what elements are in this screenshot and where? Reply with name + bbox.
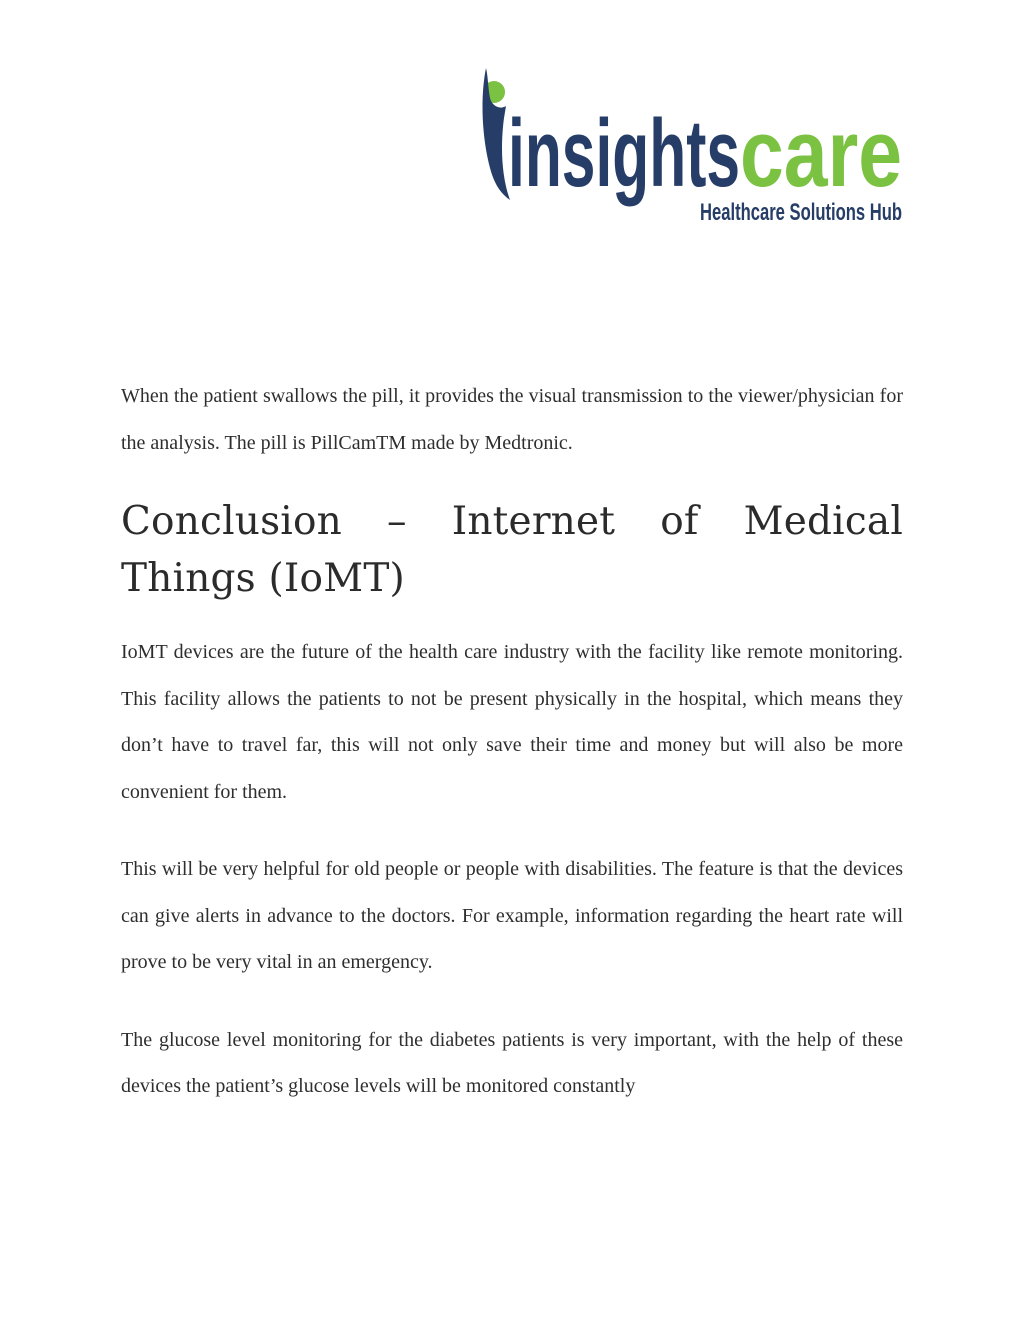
logo-text-care: care (740, 100, 902, 207)
insightscare-logo (478, 58, 908, 228)
section-heading: Conclusion – Internet of Medical Things (IoMT) (121, 499, 903, 601)
article-body (121, 373, 903, 1110)
intro-paragraph: When the patient swallows the pill, it provides the visual transmission to the viewer/physician for the analysis. The pill is PillCamTM made by Medtronic. (121, 385, 903, 454)
logo-graphic (478, 58, 908, 228)
paragraph-remote-monitoring: IoMT devices are the future of the health care industry with the facility like remote monitoring. This facility allows the patients to not be present physically in the hospital, which means they don’t have to travel far, this will not only save their time and money but will also be more convenient for them. (121, 641, 903, 803)
logo-tagline: Healthcare Solutions Hub (700, 199, 902, 226)
paragraph-alerts: This will be very helpful for old people or people with disabilities. The feature is that the devices can give alerts in advance to the doctors. For example, information regarding the heart rate will prove to be very vital in an emergency. (121, 858, 903, 973)
logo-text-insights: insights (508, 100, 740, 207)
paragraph-glucose: The glucose level monitoring for the diabetes patients is very important, with the help of these devices the patient’s glucose levels will be monitored constantly (121, 1028, 903, 1097)
